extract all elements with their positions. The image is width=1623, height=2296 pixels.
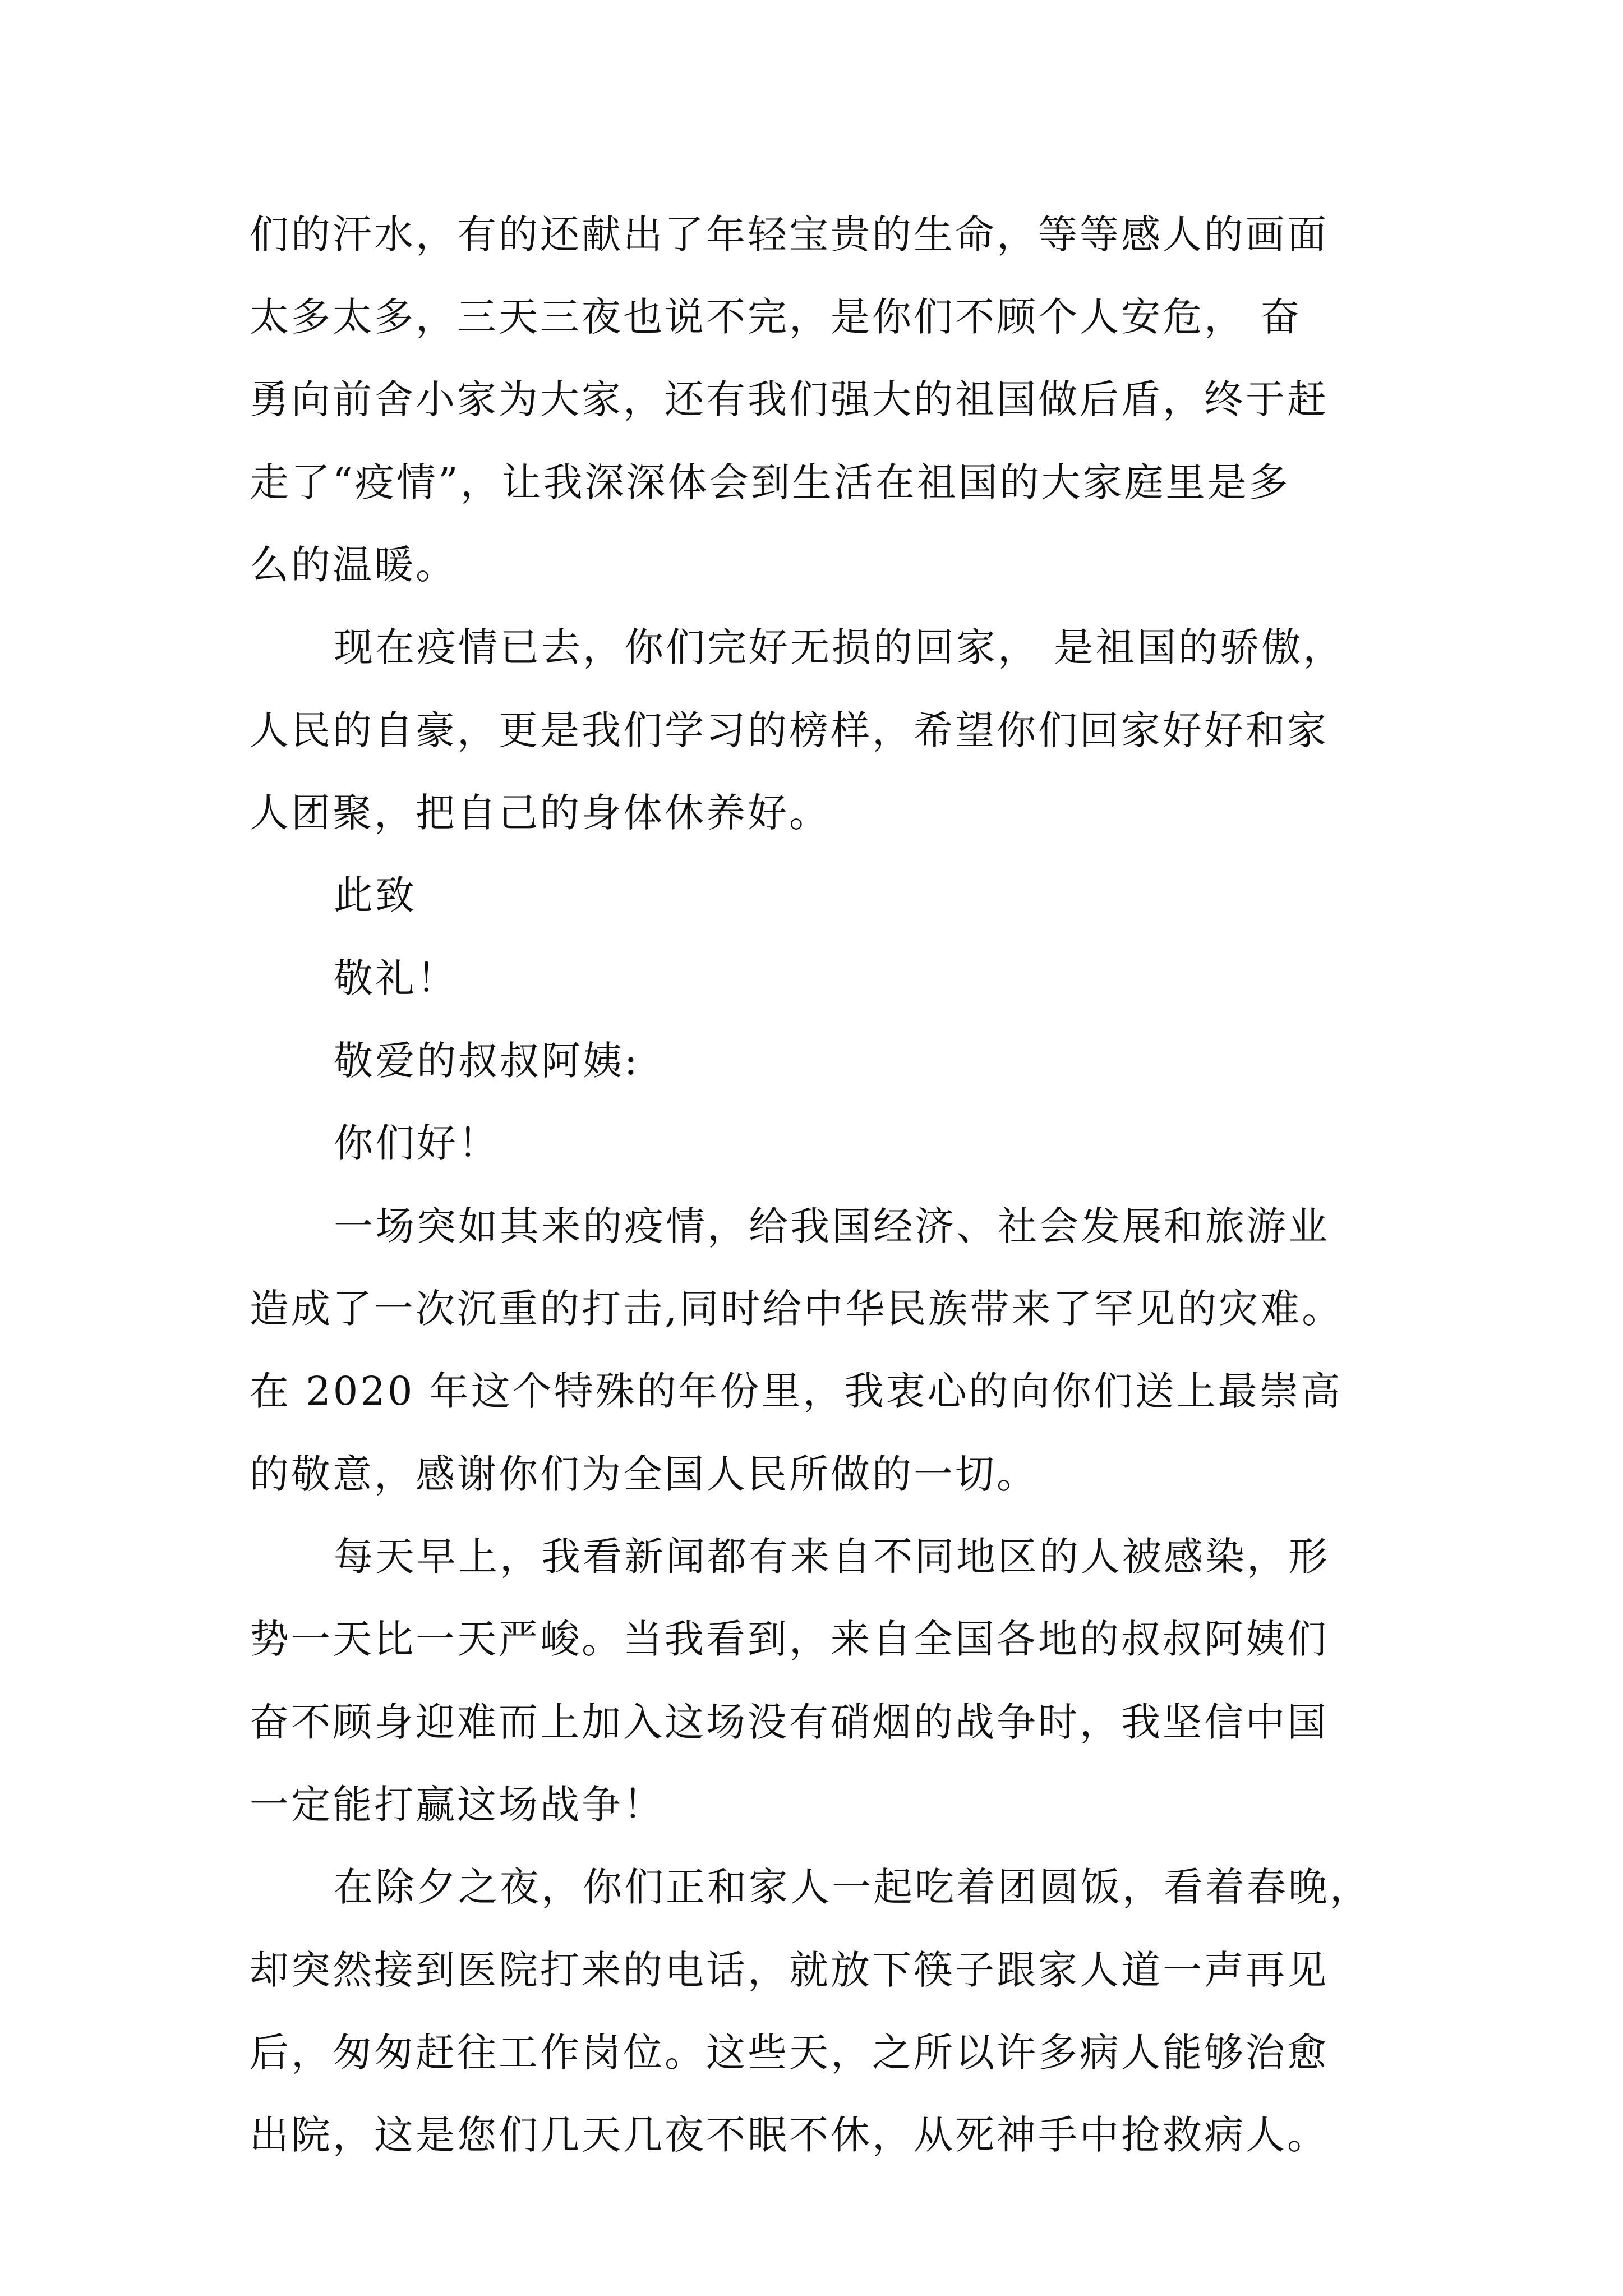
text-line: 在 2020 年这个特殊的年份里，我衷心的向你们送上最崇高 — [250, 1368, 1343, 1414]
text-line: 的敬意，感谢你们为全国人民所做的一切。 — [250, 1451, 1038, 1497]
salutation: 敬爱的叔叔阿姨: — [334, 1038, 640, 1084]
paragraph-first-line: 一场突如其来的疫情，给我国经济、社会发展和旅游业 — [334, 1203, 1330, 1249]
text-line: 势一天比一天严峻。当我看到，来自全国各地的叔叔阿姨们 — [250, 1616, 1329, 1662]
text-line: 勇向前舍小家为大家，还有我们强大的祖国做后盾，终于赶 — [250, 376, 1329, 422]
text-line: 出院，这是您们几天几夜不眠不休，从死神手中抢救病人。 — [250, 2112, 1329, 2158]
closing-line: 此致 — [334, 872, 417, 918]
greeting: 你们好！ — [334, 1120, 500, 1166]
text-line: 后，匆匆赶往工作岗位。这些天，之所以许多病人能够治愈 — [250, 2030, 1329, 2076]
text-line: 一定能打赢这场战争！ — [250, 1782, 665, 1828]
paragraph-first-line: 每天早上，我看新闻都有来自不同地区的人被感染，形 — [334, 1534, 1330, 1580]
text-line: 奋不顾身迎难而上加入这场没有硝烟的战争时，我坚信中国 — [250, 1699, 1329, 1745]
text-line: 太多太多，三天三夜也说不完，是你们不顾个人安危， 奋 — [250, 294, 1302, 340]
text-line: 么的温暖。 — [250, 542, 457, 588]
closing-salute: 敬礼！ — [334, 955, 458, 1001]
text-line: 走了“疫情”，让我深深体会到生活在祖国的大家庭里是多 — [250, 459, 1290, 505]
paragraph-first-line: 现在疫情已去，你们完好无损的回家， 是祖国的骄傲， — [334, 624, 1345, 670]
text-line: 却突然接到医院打来的电话，就放下筷子跟家人道一声再见 — [250, 1947, 1329, 1993]
text-line: 人民的自豪，更是我们学习的榜样，希望你们回家好好和家 — [250, 707, 1329, 753]
text-line: 造成了一次沉重的打击,同时给中华民族带来了罕见的灾难。 — [250, 1286, 1344, 1332]
text-line: 们的汗水，有的还献出了年轻宝贵的生命，等等感人的画面 — [250, 211, 1329, 257]
text-line: 人团聚，把自己的身体休养好。 — [250, 790, 831, 836]
paragraph-first-line: 在除夕之夜，你们正和家人一起吃着团圆饭，看着春晚， — [334, 1864, 1371, 1910]
